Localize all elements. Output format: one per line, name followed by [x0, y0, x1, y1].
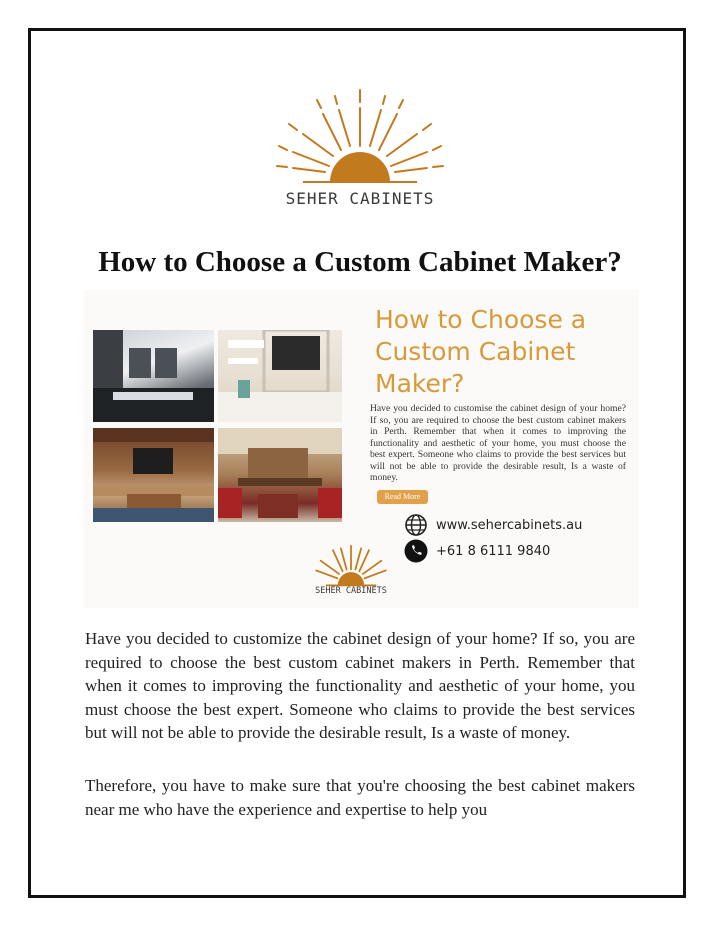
tv-unit-photo [218, 330, 342, 422]
living-room-photo [93, 428, 214, 522]
website-row [404, 512, 582, 538]
banner-body-text: Have you decided to customise the cabinet design of your home? If so, you are required to choose the best custom cabinet makers in Perth. Remember that when it comes to improving the functionality and aesthetic of your home, you must choose the best expert. Someone who claims to provide the best services but will not be able to provide the desirable result, Is a waste of money. [370, 403, 626, 483]
brand-name: SEHER CABINETS [285, 189, 435, 208]
banner-heading: How to Choose a Custom Cabinet Maker? [375, 305, 587, 398]
read-more-button: Read More [377, 490, 428, 504]
dining-room-photo [218, 428, 342, 522]
article-banner-image [83, 290, 639, 608]
sun-rays-icon [257, 88, 463, 188]
banner-brand-logo [305, 544, 397, 604]
paragraph: Therefore, you have to make sure that you're choosing the best cabinet makers near me who have the experience and expertise to help you [85, 776, 635, 819]
kitchen-photo [93, 330, 214, 422]
website-text: www.sehercabinets.au [436, 517, 583, 533]
phone-text: +61 8 6111 9840 [436, 543, 551, 559]
paragraph: Have you decided to customize the cabinet design of your home? If so, you are required to choose the best custom cabinet makers in Perth. Remember that when it comes to improving the functionality and aesthetic of your home, you must choose the best expert. Someone who claims to provide the best services but will not be able to provide the desirable result, Is a waste of money. [85, 629, 635, 742]
page-title: How to Choose a Custom Cabinet Maker? [98, 246, 622, 278]
phone-row [404, 538, 550, 564]
banner-brand-name: SEHER CABINETS [315, 586, 387, 596]
brand-logo [257, 88, 463, 218]
phone-icon [404, 539, 428, 563]
globe-icon [404, 513, 428, 537]
sun-rays-icon [305, 544, 397, 588]
